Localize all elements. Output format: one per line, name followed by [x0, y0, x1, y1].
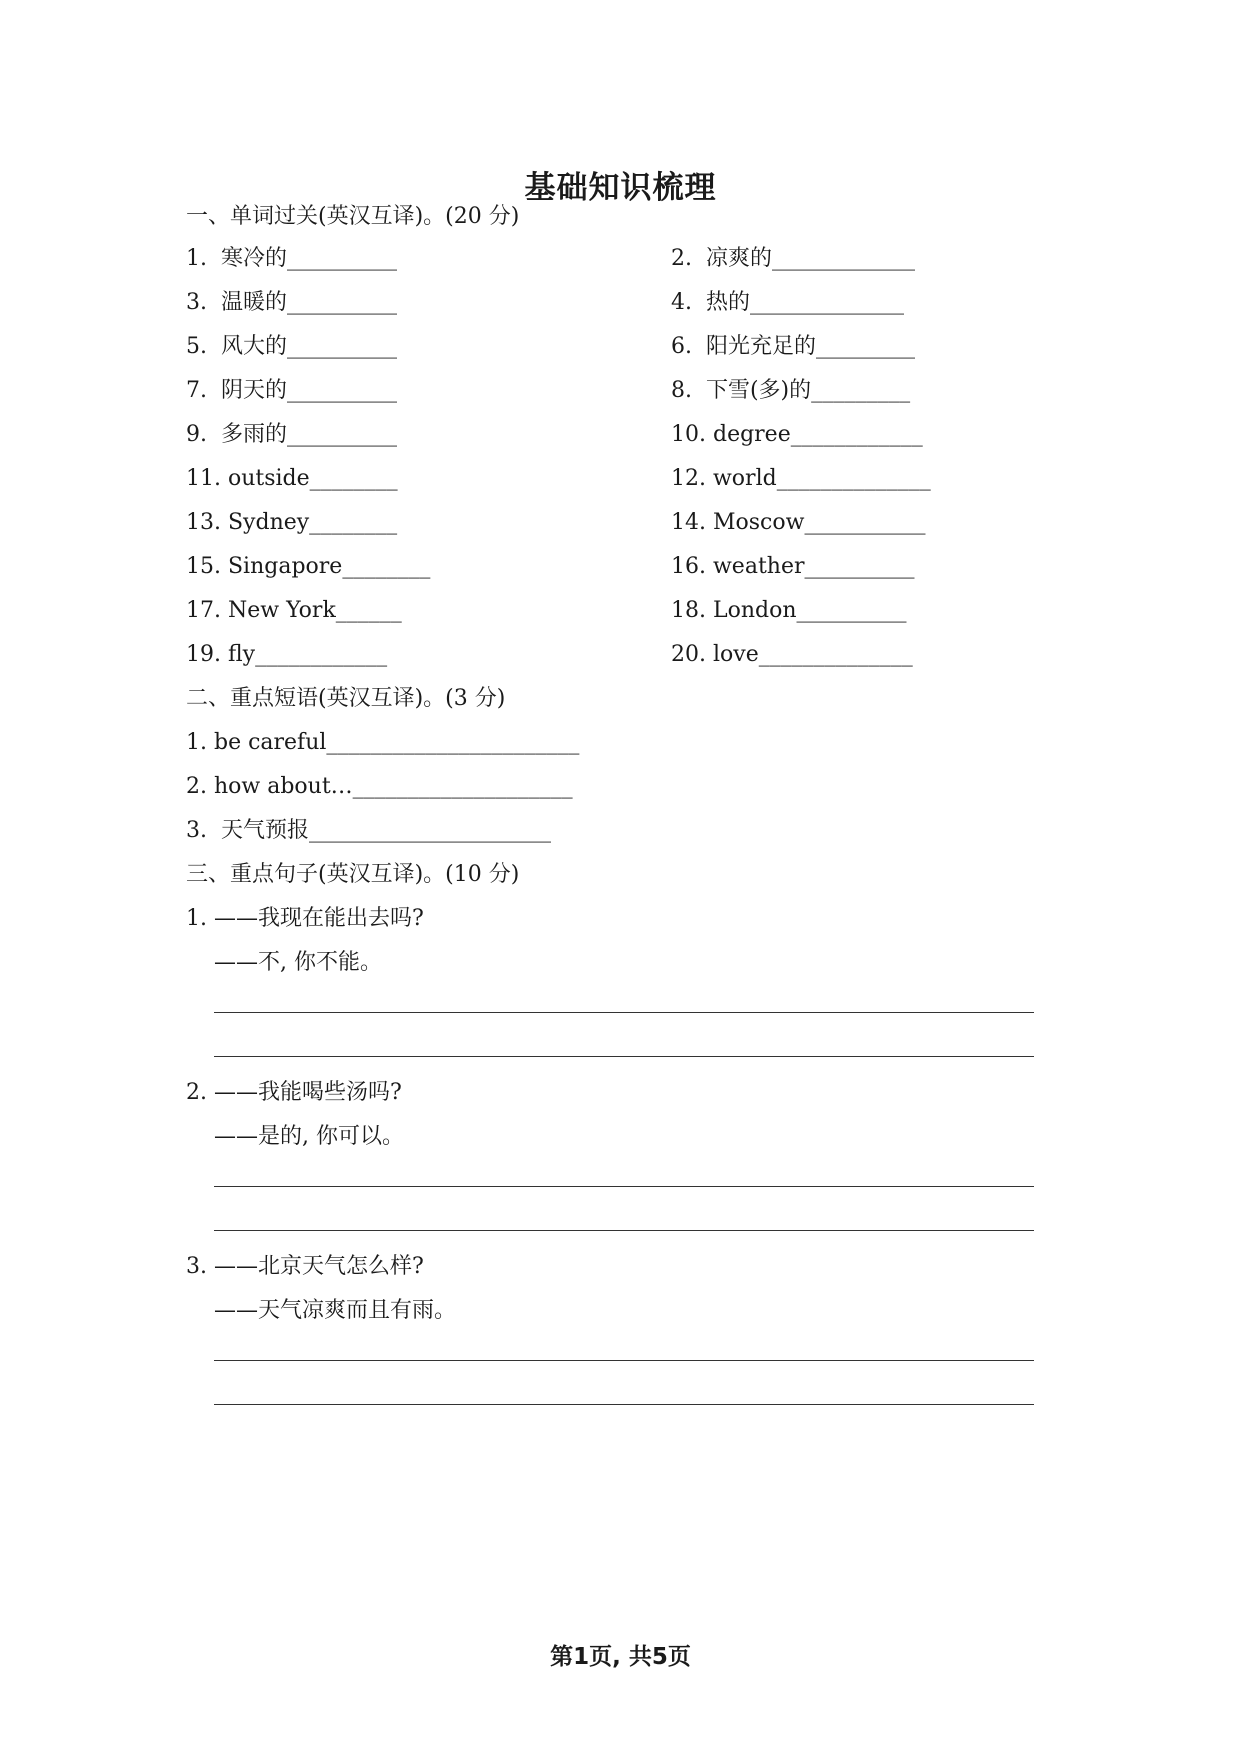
sentence-question: 1. ——我现在能出去吗?	[186, 906, 424, 931]
page-number: 第1页, 共5页	[550, 1644, 691, 1670]
vocab-item: 8. 下雪(多)的_________	[671, 378, 911, 403]
answer-line	[214, 1404, 1034, 1405]
vocab-item: 20. love______________	[671, 642, 913, 667]
vocab-item: 4. 热的______________	[671, 290, 904, 315]
answer-line	[214, 1056, 1034, 1057]
vocab-item: 16. weather__________	[671, 554, 915, 579]
vocab-item: 3. 温暖的__________	[186, 290, 397, 315]
sentence-answer: ——不, 你不能。	[214, 950, 382, 975]
vocab-item: 12. world______________	[671, 466, 931, 491]
phrase-item: 1. be careful_______________________	[186, 730, 580, 755]
vocab-item: 13. Sydney________	[186, 510, 398, 535]
vocab-item: 5. 风大的__________	[186, 334, 397, 359]
vocab-item: 9. 多雨的__________	[186, 422, 397, 447]
vocab-item: 19. fly____________	[186, 642, 388, 667]
vocab-item: 6. 阳光充足的_________	[671, 334, 915, 359]
vocab-item: 7. 阴天的__________	[186, 378, 397, 403]
vocab-item: 17. New York______	[186, 598, 402, 623]
answer-line	[214, 1230, 1034, 1231]
answer-line	[214, 1186, 1034, 1187]
phrase-item: 2. how about…____________________	[186, 774, 573, 799]
sentence-answer: ——天气凉爽而且有雨。	[214, 1298, 457, 1323]
sentence-question: 2. ——我能喝些汤吗?	[186, 1080, 402, 1105]
sentence-question: 3. ——北京天气怎么样?	[186, 1254, 424, 1279]
vocab-item: 1. 寒冷的__________	[186, 246, 397, 271]
answer-line	[214, 1012, 1034, 1013]
section1-heading: 一、单词过关(英汉互译)。(20 分)	[186, 204, 520, 229]
vocab-item: 2. 凉爽的_____________	[671, 246, 915, 271]
vocab-item: 11. outside________	[186, 466, 398, 491]
vocab-item: 15. Singapore________	[186, 554, 431, 579]
phrase-item: 3. 天气预报______________________	[186, 818, 551, 843]
section2-heading: 二、重点短语(英汉互译)。(3 分)	[186, 686, 506, 711]
answer-line	[214, 1360, 1034, 1361]
vocab-item: 14. Moscow___________	[671, 510, 926, 535]
section3-heading: 三、重点句子(英汉互译)。(10 分)	[186, 862, 520, 887]
page-title: 基础知识梳理	[524, 170, 717, 206]
vocab-item: 10. degree____________	[671, 422, 923, 447]
sentence-answer: ——是的, 你可以。	[214, 1124, 404, 1149]
vocab-item: 18. London__________	[671, 598, 907, 623]
